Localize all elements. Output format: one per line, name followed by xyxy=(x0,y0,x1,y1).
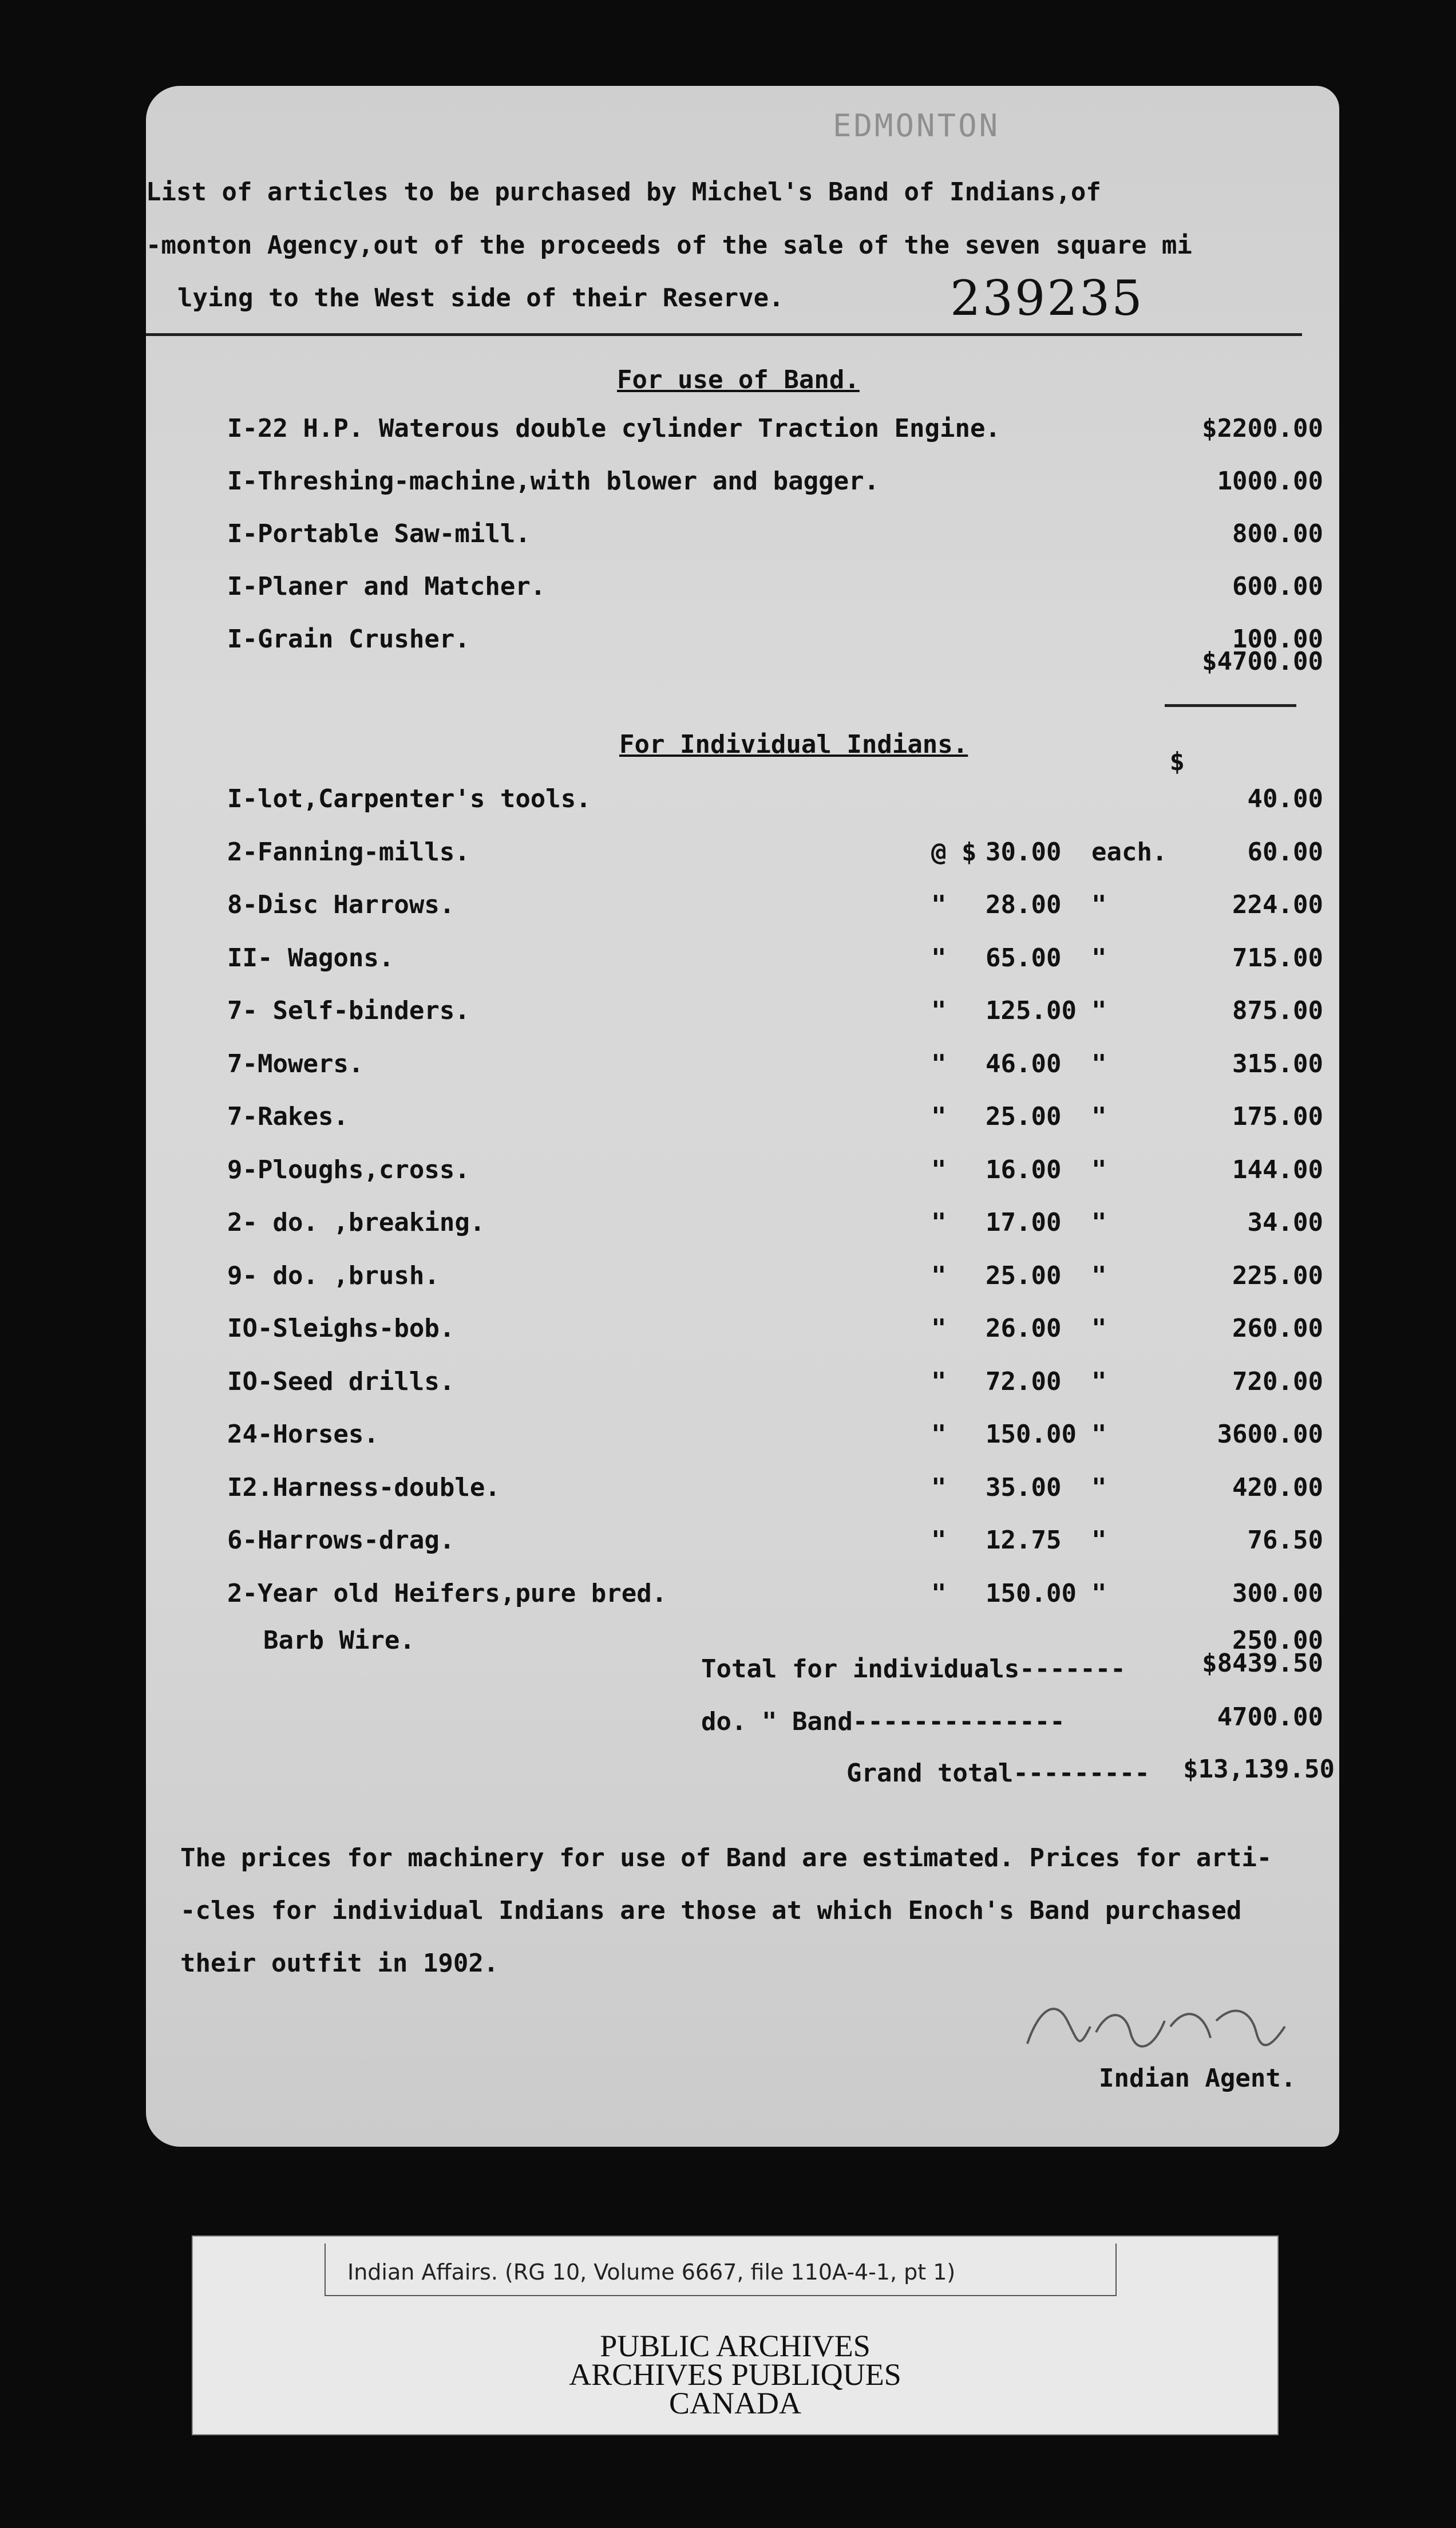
item-each-mark: each. xyxy=(1091,838,1168,867)
band-section-title: For use of Band. xyxy=(617,365,860,394)
currency-mark: $ xyxy=(1169,747,1185,776)
item-at-mark: " xyxy=(931,1526,947,1555)
item-at-mark: " xyxy=(931,996,947,1025)
item-amount: 260.00 xyxy=(1232,1314,1323,1343)
item-amount: 34.00 xyxy=(1247,1208,1323,1237)
item-amount: 1000.00 xyxy=(1217,467,1323,496)
item-amount: 600.00 xyxy=(1232,572,1323,601)
item-description: Barb Wire. xyxy=(263,1626,415,1655)
item-amount: 715.00 xyxy=(1232,943,1323,973)
item-unit-price: 46.00 xyxy=(986,1049,1062,1079)
item-description: I-Portable Saw-mill. xyxy=(227,519,531,548)
item-unit-price: 65.00 xyxy=(986,943,1062,973)
item-description: IO-Seed drills. xyxy=(227,1367,455,1396)
item-at-mark: " xyxy=(931,1473,947,1502)
individual-item xyxy=(227,1367,1323,1401)
item-description: 6-Harrows-drag. xyxy=(227,1526,455,1555)
item-description: 9-Ploughs,cross. xyxy=(227,1155,470,1184)
item-amount: 144.00 xyxy=(1232,1155,1323,1184)
item-unit-price: 25.00 xyxy=(986,1261,1062,1290)
subtotal-rule xyxy=(1165,704,1296,707)
archive-label xyxy=(192,2235,1279,2435)
item-amount: 60.00 xyxy=(1247,838,1323,867)
band-item xyxy=(227,467,1323,501)
item-unit-price: 150.00 xyxy=(986,1420,1077,1449)
item-unit-price: 125.00 xyxy=(986,996,1077,1025)
item-unit-price: 12.75 xyxy=(986,1526,1062,1555)
item-description: I-Grain Crusher. xyxy=(227,625,470,654)
item-amount: 315.00 xyxy=(1232,1049,1323,1079)
item-each-mark: " xyxy=(1091,1314,1107,1343)
item-each-mark: " xyxy=(1091,1420,1107,1449)
item-description: IO-Sleighs-bob. xyxy=(227,1314,455,1343)
individual-item xyxy=(227,1049,1323,1084)
edmonton-stamp: EDMONTON xyxy=(833,108,1000,144)
item-each-mark: " xyxy=(1091,1579,1107,1608)
item-each-mark: " xyxy=(1091,1367,1107,1396)
item-description: I-Planer and Matcher. xyxy=(227,572,546,601)
archive-line-2: ARCHIVES PUBLIQUES xyxy=(569,2357,901,2392)
item-at-mark: " xyxy=(931,1420,947,1449)
total-individuals-amount: $8439.50 xyxy=(1202,1649,1323,1678)
item-at-mark: " xyxy=(931,1314,947,1343)
item-description: 2-Year old Heifers,pure bred. xyxy=(227,1579,667,1608)
item-amount: 76.50 xyxy=(1247,1526,1323,1555)
total-individuals-label: Total for individuals------- xyxy=(701,1654,1126,1684)
item-description: I-lot,Carpenter's tools. xyxy=(227,784,591,813)
band-item xyxy=(227,414,1323,448)
signature-title: Indian Agent. xyxy=(1099,2064,1296,2093)
individual-item xyxy=(227,1208,1323,1242)
item-unit-price: 26.00 xyxy=(986,1314,1062,1343)
item-at-mark: " xyxy=(931,890,947,919)
item-description: 7- Self-binders. xyxy=(227,996,470,1025)
item-amount: 300.00 xyxy=(1232,1579,1323,1608)
individual-item xyxy=(227,1473,1323,1507)
item-amount: 720.00 xyxy=(1232,1367,1323,1396)
individual-item xyxy=(227,1526,1323,1560)
individual-section-title: For Individual Indians. xyxy=(619,730,968,759)
item-at-mark: " xyxy=(931,943,947,973)
item-description: 8-Disc Harrows. xyxy=(227,890,455,919)
item-unit-price: 150.00 xyxy=(986,1579,1077,1608)
individual-item xyxy=(227,1420,1323,1454)
individual-item xyxy=(227,1261,1323,1295)
item-each-mark: " xyxy=(1091,1155,1107,1184)
item-each-mark: " xyxy=(1091,1102,1107,1131)
item-each-mark: " xyxy=(1091,1261,1107,1290)
band-item xyxy=(227,572,1323,606)
individual-item xyxy=(227,784,1323,819)
band-subtotal: $4700.00 xyxy=(1202,647,1323,676)
header-rule xyxy=(146,333,1302,336)
individual-item xyxy=(227,943,1323,978)
header-line-1: List of articles to be purchased by Michel's Band of Indians,of xyxy=(146,177,1101,207)
document-page xyxy=(146,86,1339,2147)
item-description: I-22 H.P. Waterous double cylinder Traction Engine. xyxy=(227,414,1001,443)
archive-line-1: PUBLIC ARCHIVES xyxy=(600,2329,871,2363)
item-unit-price: 17.00 xyxy=(986,1208,1062,1237)
item-at-mark: " xyxy=(931,1102,947,1131)
individual-item xyxy=(227,1155,1323,1190)
item-amount: 420.00 xyxy=(1232,1473,1323,1502)
item-at-mark: " xyxy=(931,1208,947,1237)
note-line-2: -cles for individual Indians are those at which Enoch's Band purchased xyxy=(180,1896,1242,1925)
item-each-mark: " xyxy=(1091,1473,1107,1502)
band-item xyxy=(227,519,1323,554)
item-amount: 3600.00 xyxy=(1217,1420,1323,1449)
archive-reference: Indian Affairs. (RG 10, Volume 6667, file 110A-4-1, pt 1) xyxy=(347,2260,956,2285)
individual-item xyxy=(227,1102,1323,1136)
item-unit-price: 72.00 xyxy=(986,1367,1062,1396)
item-description: II- Wagons. xyxy=(227,943,394,973)
grand-total-amount: $13,139.50 xyxy=(1183,1755,1335,1784)
item-description: 7-Rakes. xyxy=(227,1102,349,1131)
item-each-mark: " xyxy=(1091,890,1107,919)
item-unit-price: 30.00 xyxy=(986,838,1062,867)
item-each-mark: " xyxy=(1091,943,1107,973)
total-band-amount: 4700.00 xyxy=(1217,1703,1323,1732)
item-at-mark: " xyxy=(931,1261,947,1290)
header-line-2: -monton Agency,out of the proceeds of the sale of the seven square mi xyxy=(146,231,1192,260)
item-at-mark: " xyxy=(931,1049,947,1079)
item-unit-price: 35.00 xyxy=(986,1473,1062,1502)
item-each-mark: " xyxy=(1091,996,1107,1025)
item-description: 2-Fanning-mills. xyxy=(227,838,470,867)
item-at-mark: @ $ xyxy=(931,838,977,867)
item-description: I-Threshing-machine,with blower and bagger. xyxy=(227,467,880,496)
item-at-mark: " xyxy=(931,1579,947,1608)
item-amount: 875.00 xyxy=(1232,996,1323,1025)
header-line-3: lying to the West side of their Reserve. xyxy=(177,283,784,313)
item-amount: 800.00 xyxy=(1232,519,1323,548)
item-amount: 224.00 xyxy=(1232,890,1323,919)
individual-item xyxy=(227,996,1323,1030)
item-each-mark: " xyxy=(1091,1208,1107,1237)
item-description: I2.Harness-double. xyxy=(227,1473,500,1502)
item-description: 9- do. ,brush. xyxy=(227,1261,440,1290)
individual-item xyxy=(227,1314,1323,1348)
item-unit-price: 28.00 xyxy=(986,890,1062,919)
archive-line-3: CANADA xyxy=(668,2386,801,2420)
band-item xyxy=(227,625,1323,659)
individual-item xyxy=(227,838,1323,872)
item-amount: 40.00 xyxy=(1247,784,1323,813)
item-amount: 225.00 xyxy=(1232,1261,1323,1290)
grand-total-label: Grand total--------- xyxy=(846,1759,1150,1788)
signature-image xyxy=(1016,1986,1291,2061)
total-band-label: do. " Band-------------- xyxy=(701,1707,1065,1736)
item-each-mark: " xyxy=(1091,1049,1107,1079)
item-each-mark: " xyxy=(1091,1526,1107,1555)
document-number: 239235 xyxy=(950,270,1144,326)
item-amount: 250.00 xyxy=(1232,1626,1323,1655)
item-amount: 175.00 xyxy=(1232,1102,1323,1131)
item-amount: $2200.00 xyxy=(1202,414,1323,443)
item-description: 7-Mowers. xyxy=(227,1049,364,1079)
item-at-mark: " xyxy=(931,1367,947,1396)
item-unit-price: 25.00 xyxy=(986,1102,1062,1131)
item-description: 2- do. ,breaking. xyxy=(227,1208,485,1237)
item-description: 24-Horses. xyxy=(227,1420,379,1449)
item-at-mark: " xyxy=(931,1155,947,1184)
individual-item xyxy=(227,890,1323,925)
item-amount: 100.00 xyxy=(1232,625,1323,654)
item-unit-price: 16.00 xyxy=(986,1155,1062,1184)
note-line-3: their outfit in 1902. xyxy=(180,1949,499,1978)
note-line-1: The prices for machinery for use of Band are estimated. Prices for arti- xyxy=(180,1843,1272,1873)
individual-item xyxy=(227,1579,1323,1613)
